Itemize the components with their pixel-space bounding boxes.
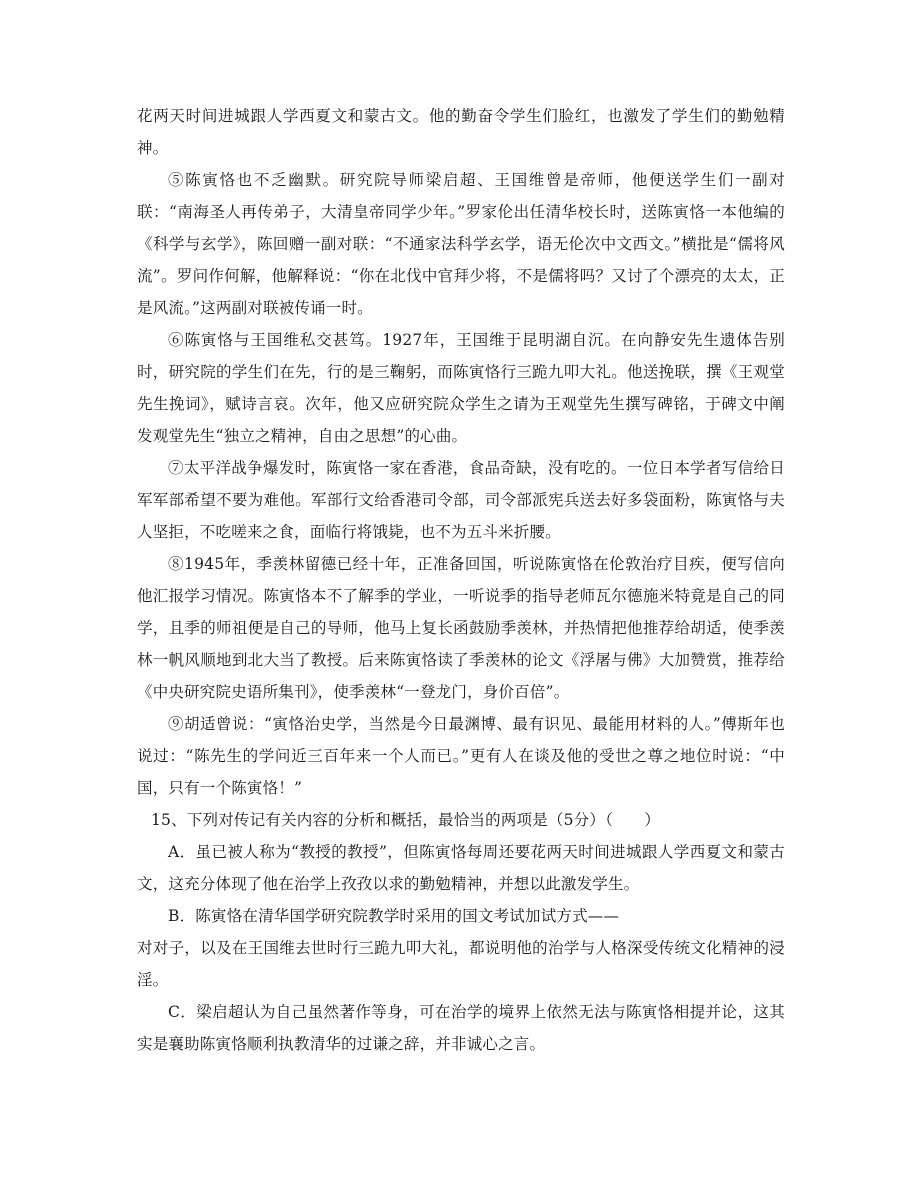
question-15-title: 15、下列对传记有关内容的分析和概括，最恰当的两项是（5分）（ ） [151,811,661,829]
paragraph-5: ⑤陈寅恪也不乏幽默。研究院导师梁启超、王国维曾是帝师，他便送学生们一副对联：“南海圣人再传弟子，大清皇帝同学少年。”罗家伦出任清华校长时，送陈寅恪一本他编的《科学与玄学》，陈回赠一副对联：“不通家法科学玄学，语无伦次中文西文。”横批是“儒将风流”。罗问作何解，他解释说：“你在北伐中官拜少将，不是儒将吗？又讨了个漂亮的太太，正是风流。”这两副对联被传诵一时。 [137,171,785,317]
option-b-line1: B．陈寅恪在清华国学研究院教学时采用的国文考试加试方式—— [168,907,620,925]
paragraph-6: ⑥陈寅恪与王国维私交甚笃。1927年，王国维于昆明湖自沉。在向静安先生遗体告别时，研究院的学生们在先，行的是三鞠躬，而陈寅恪行三跪九叩大礼。他送挽联，撰《王观堂先生挽词》，赋诗言哀。次年，他又应研究院众学生之请为王观堂先生撰写碑铭，于碑文中阐发观堂先生“独立之精神，自由之思想”的心曲。 [137,331,785,445]
paragraph-continuation: 花两天时间进城跟人学西夏文和蒙古文。他的勤奋令学生们脸红，也激发了学生们的勤勉精神。 [137,107,785,157]
document-page [137,100,785,1060]
paragraph-8: ⑧1945年，季羡林留德已经十年，正准备回国，听说陈寅恪在伦敦治疗目疾，便写信向他汇报学习情况。陈寅恪本不了解季的学业，一听说季的指导老师瓦尔德施米特竟是自己的同学，且季的师祖便是自己的导师，他马上复长函鼓励季羡林，并热情把他推荐给胡适，使季羡林一帆风顺地到北大当了教授。后来陈寅恪读了季羡林的论文《浮屠与佛》大加赞赏，推荐给《中央研究院史语所集刊》，使季羡林“一登龙门，身价百倍”。 [137,555,785,701]
option-c: C．梁启超认为自己虽然著作等身，可在治学的境界上依然无法与陈寅恪相提并论，这其实是襄助陈寅恪顺利执教清华的过谦之辞，并非诚心之言。 [137,1003,785,1053]
paragraph-7: ⑦太平洋战争爆发时，陈寅恪一家在香港，食品奇缺，没有吃的。一位日本学者写信给日军军部希望不要为难他。军部行文给香港司令部，司令部派宪兵送去好多袋面粉，陈寅恪与夫人坚拒，不吃嗟来之食，面临行将饿毙，也不为五斗米折腰。 [137,459,785,541]
option-a: A．虽已被人称为“教授的教授”，但陈寅恪每周还要花两天时间进城跟人学西夏文和蒙古文，这充分体现了他在治学上孜孜以求的勤勉精神，并想以此激发学生。 [137,843,785,893]
option-b-line2: 对对子，以及在王国维去世时行三跪九叩大礼，都说明他的治学与人格深受传统文化精神的浸淫。 [137,939,785,989]
paragraph-9: ⑨胡适曾说：“寅恪治史学，当然是今日最渊博、最有识见、最能用材料的人。”傅斯年也说过：“陈先生的学问近三百年来一个人而已。”更有人在谈及他的受世之尊之地位时说：“中国，只有一个陈寅恪！” [137,715,785,797]
